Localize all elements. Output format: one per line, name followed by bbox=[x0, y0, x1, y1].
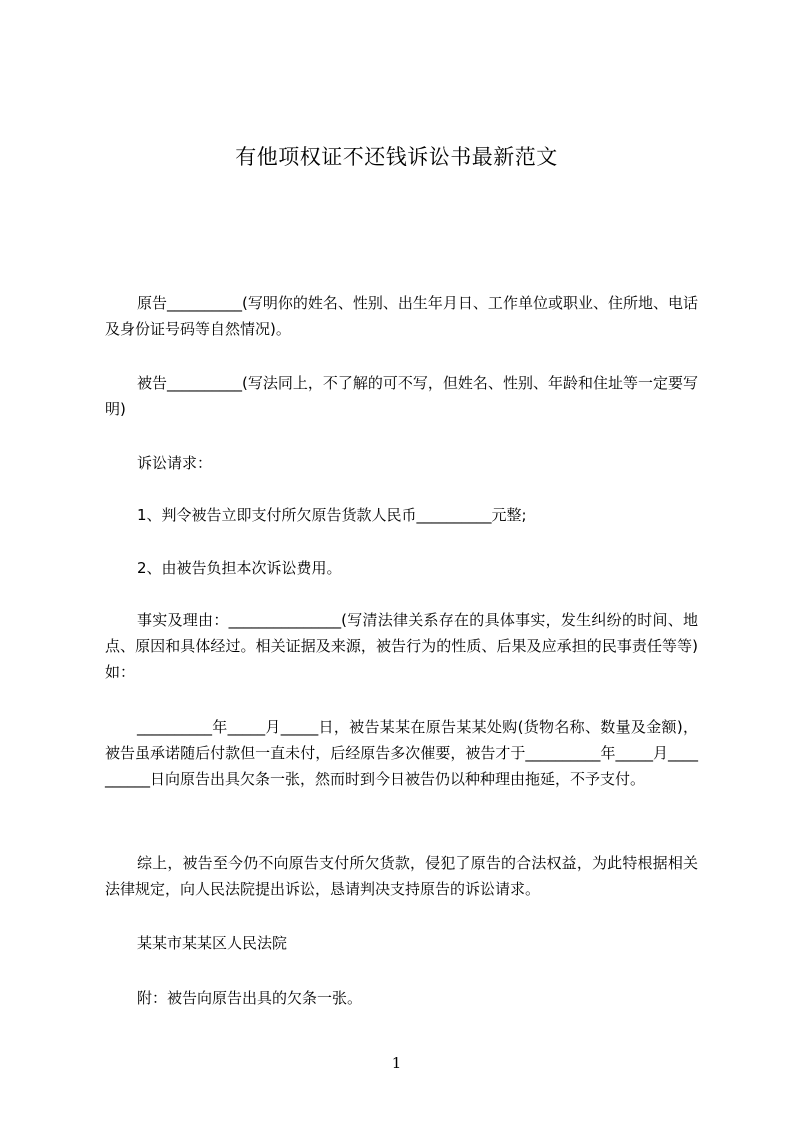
document-title: 有他项权证不还钱诉讼书最新范文 bbox=[235, 145, 558, 169]
plaintiff-paragraph: 原告__________(写明你的姓名、性别、出生年月日、工作单位或职业、住所地、电话及身份证号码等自然情况)。 bbox=[105, 294, 698, 338]
facts-and-reasons-paragraph: 事实及理由：_______________(写清法律关系存在的具体事实，发生纠纷的时间、地点、原因和具体经过。相关证据及来源，被告行为的性质、后果及应承担的民事责任等等)如： bbox=[105, 611, 698, 681]
attachment-note: 附：被告向原告出具的欠条一张。 bbox=[137, 989, 363, 1007]
page-number: 1 bbox=[391, 1054, 402, 1072]
facts-detail-paragraph: __________年_____月_____日，被告某某在原告某某处购(货物名称、数量及金额)，被告虽承诺随后付款但一直未付，后经原告多次催要，被告才于__________年_____月__________日向原告出具欠条一张，然而时到今日被告仍以种种理由拖延，不予支付。 bbox=[105, 718, 698, 788]
claim-item-1: 1、判令被告立即支付所欠原告货款人民币__________元整; bbox=[137, 506, 527, 524]
claim-item-2: 2、由被告负担本次诉讼费用。 bbox=[137, 559, 342, 577]
court-name: 某某市某某区人民法院 bbox=[137, 934, 288, 952]
defendant-paragraph: 被告__________(写法同上，不了解的可不写，但姓名、性别、年龄和住址等一定要写明) bbox=[105, 374, 698, 418]
claims-heading: 诉讼请求： bbox=[137, 454, 213, 472]
conclusion-paragraph: 综上，被告至今仍不向原告支付所欠货款，侵犯了原告的合法权益，为此特根据相关法律规定，向人民法院提出诉讼，恳请判决支持原告的诉讼请求。 bbox=[105, 854, 698, 898]
